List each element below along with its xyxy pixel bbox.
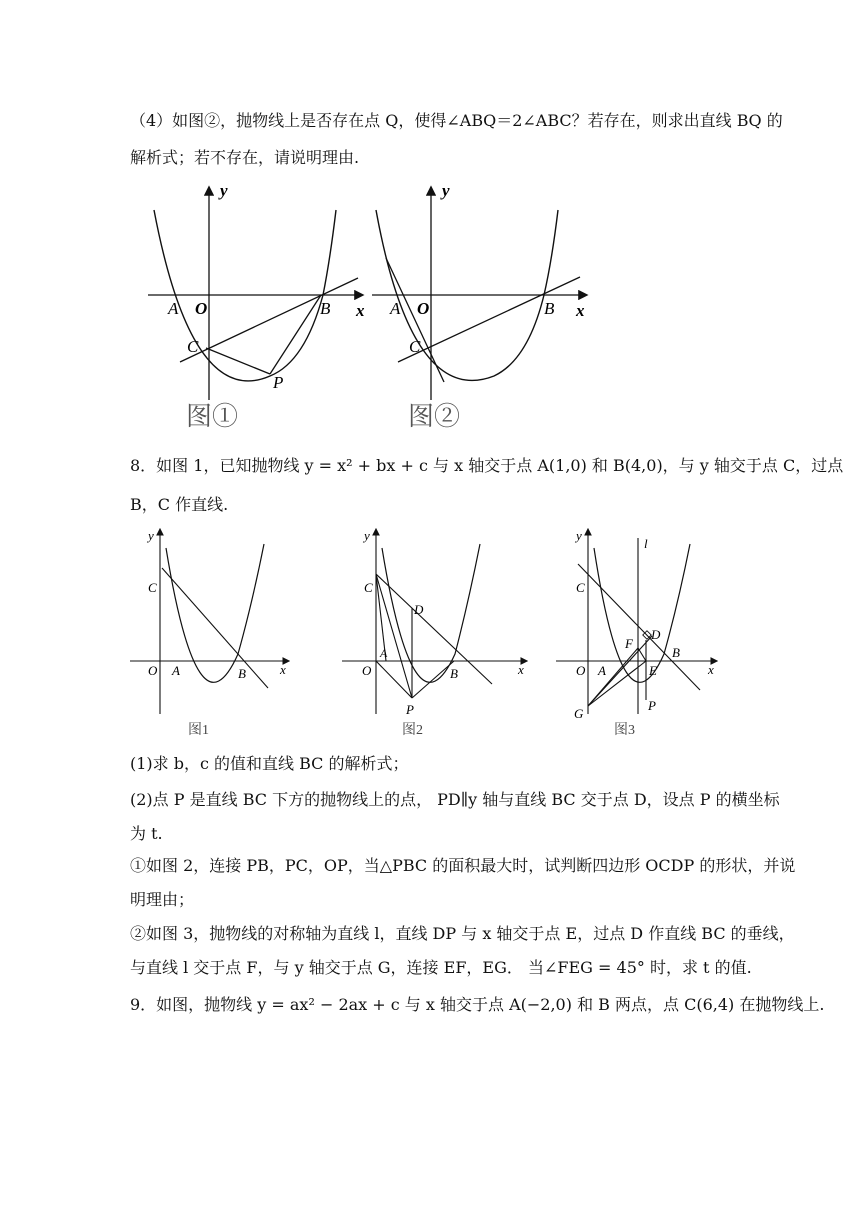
label-B: B bbox=[238, 666, 246, 681]
q8-sub2-line-1: ②如图 3，抛物线的对称轴为直线 l，直线 DP 与 x 轴交于点 E，过点 D 作直线 BC 的垂线， bbox=[130, 924, 795, 943]
label-x: x bbox=[280, 662, 286, 677]
label-l: l bbox=[644, 536, 648, 551]
label-D: D bbox=[651, 627, 661, 642]
label-x: x bbox=[518, 662, 524, 677]
label-O: O bbox=[362, 663, 372, 678]
label-O: O bbox=[576, 663, 586, 678]
label-A: A bbox=[380, 646, 388, 660]
figure-1-diagram bbox=[140, 180, 380, 430]
label-A: A bbox=[168, 299, 179, 318]
figure-caption: 图2 bbox=[402, 723, 423, 738]
label-A: A bbox=[172, 663, 180, 678]
q9-line-1: 9．如图，抛物线 y = ax² − 2ax + c 与 x 轴交于点 A(−2,0) 和 B 两点，点 C(6,4) 在抛物线上. bbox=[130, 995, 825, 1014]
figure-2-diagram bbox=[368, 180, 608, 430]
figure-caption: 图① bbox=[186, 402, 239, 430]
q8-part2-line-2: 为 t. bbox=[130, 824, 163, 843]
label-C: C bbox=[187, 337, 199, 356]
figure-caption: 图3 bbox=[614, 723, 635, 738]
q8-line-1: 8．如图 1，已知抛物线 y = x² + bx + c 与 x 轴交于点 A(1,0) 和 B(4,0)，与 y 轴交于点 C，过点 bbox=[130, 456, 844, 475]
q8-sub2-line-2: 与直线 l 交于点 F，与 y 轴交于点 G，连接 EF，EG． 当∠FEG = 45° 时，求 t 的值. bbox=[130, 958, 752, 977]
q4-line-2: 解析式；若不存在，请说明理由. bbox=[130, 148, 360, 167]
label-x: x bbox=[576, 301, 585, 320]
label-P: P bbox=[648, 698, 656, 713]
label-B: B bbox=[320, 299, 331, 318]
label-x: x bbox=[356, 301, 365, 320]
q8-part2-line-1: (2)点 P 是直线 BC 下方的抛物线上的点， PD∥y 轴与直线 BC 交于点 D，设点 P 的横坐标 bbox=[130, 790, 780, 809]
label-A: A bbox=[390, 299, 401, 318]
label-O: O bbox=[417, 299, 430, 318]
label-O: O bbox=[148, 663, 158, 678]
label-y: y bbox=[576, 528, 582, 543]
q8-sub1-line-1: ①如图 2，连接 PB，PC，OP，当△PBC 的面积最大时，试判断四边形 OCDP 的形状，并说 bbox=[130, 856, 796, 875]
label-x: x bbox=[708, 662, 714, 677]
label-A: A bbox=[598, 663, 606, 678]
label-G: G bbox=[574, 706, 584, 721]
figure-8-1 bbox=[128, 524, 298, 744]
figure-8-2 bbox=[340, 524, 530, 744]
label-E: E bbox=[649, 663, 657, 678]
label-C: C bbox=[409, 337, 421, 356]
q8-sub1-line-2: 明理由； bbox=[130, 890, 195, 909]
figure-8-3 bbox=[554, 524, 724, 744]
label-C: C bbox=[576, 580, 585, 595]
label-F: F bbox=[625, 636, 633, 651]
label-y: y bbox=[442, 181, 450, 200]
label-y: y bbox=[364, 528, 370, 543]
label-y: y bbox=[220, 181, 228, 200]
label-C: C bbox=[148, 580, 157, 595]
label-B: B bbox=[450, 666, 458, 681]
label-B: B bbox=[672, 645, 680, 660]
q8-part1: (1)求 b，c 的值和直线 BC 的解析式； bbox=[130, 754, 409, 773]
label-D: D bbox=[414, 602, 424, 617]
label-C: C bbox=[364, 580, 373, 595]
q8-line-2: B，C 作直线. bbox=[130, 495, 229, 514]
figure-caption: 图② bbox=[408, 402, 461, 430]
label-y: y bbox=[148, 528, 154, 543]
label-B: B bbox=[544, 299, 555, 318]
label-P: P bbox=[406, 702, 414, 717]
label-P: P bbox=[273, 373, 284, 392]
label-O: O bbox=[195, 299, 208, 318]
figure-caption: 图1 bbox=[188, 723, 209, 738]
q4-line-1: （4）如图②，抛物线上是否存在点 Q，使得∠ABQ＝2∠ABC？若存在，则求出直线 BQ 的 bbox=[130, 111, 783, 130]
